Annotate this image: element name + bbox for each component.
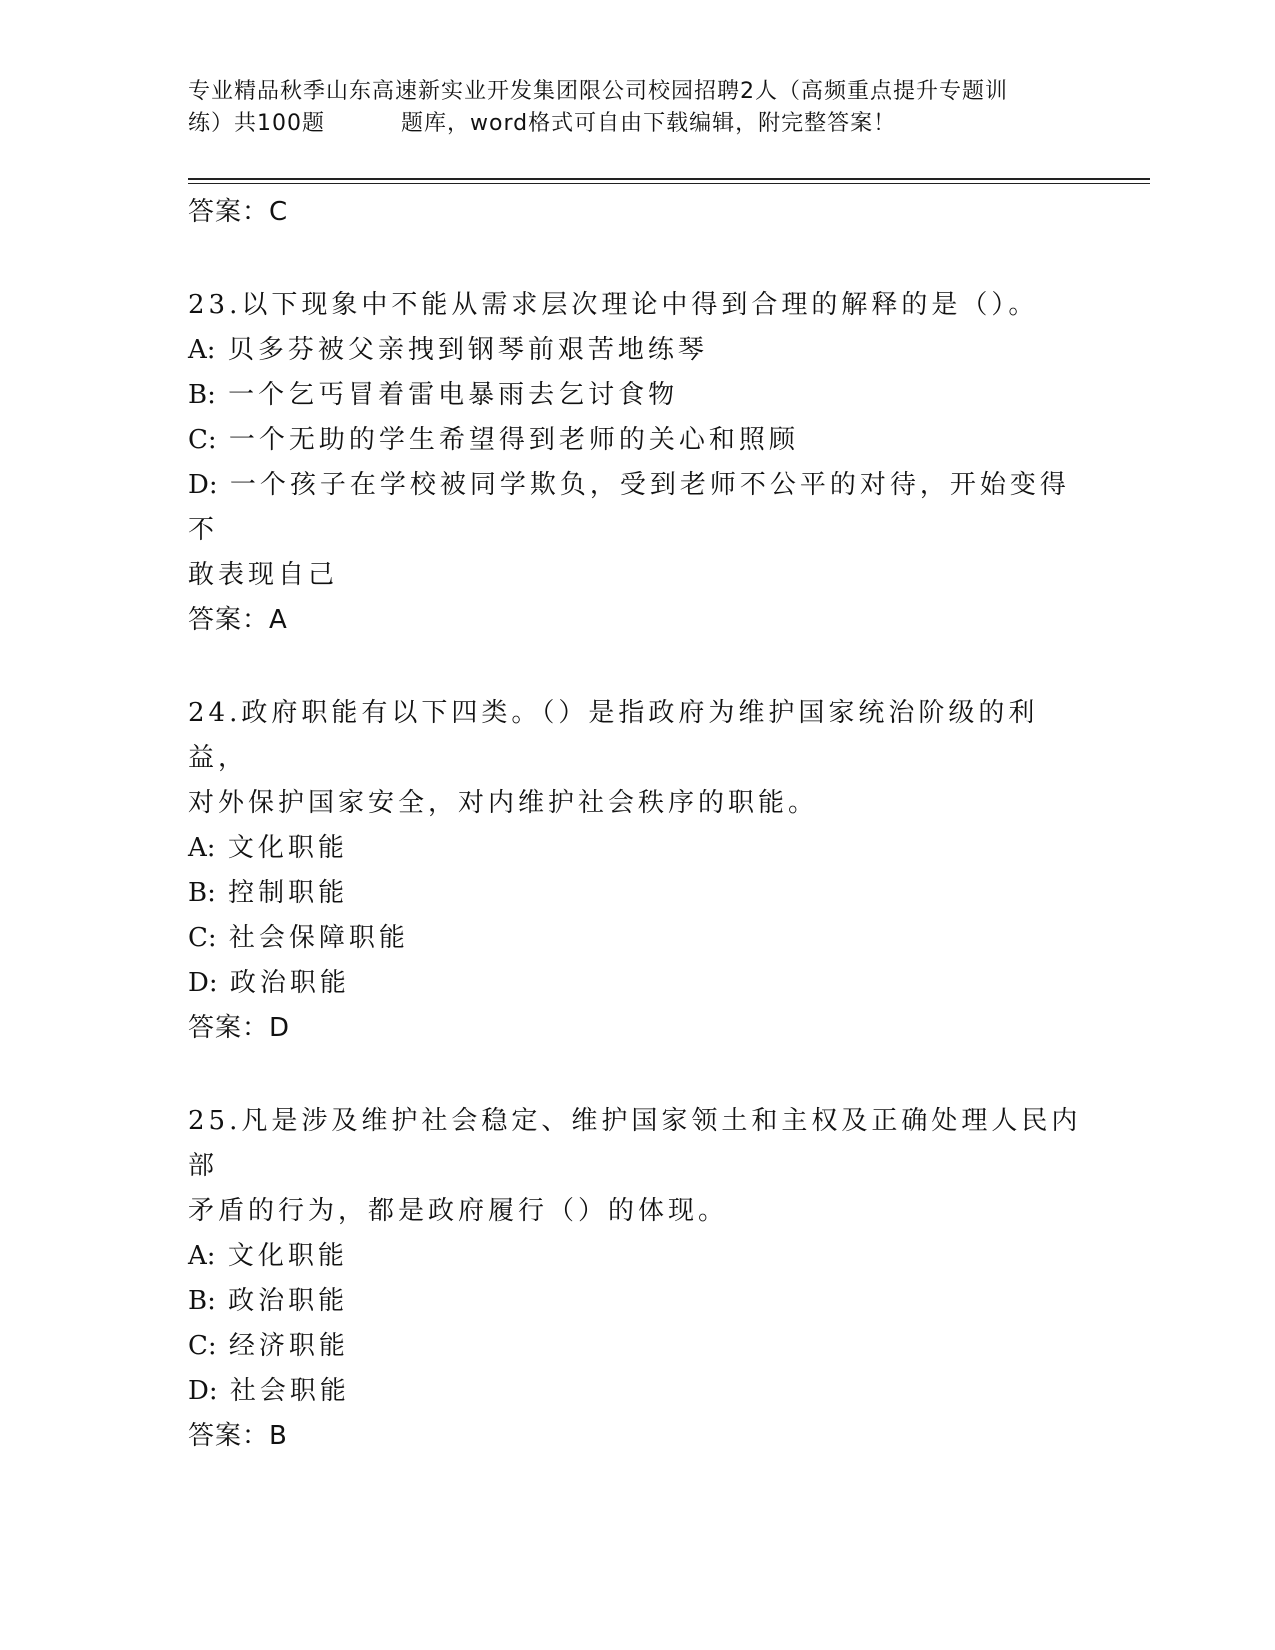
option-c: C: 经济职能 <box>188 1331 349 1361</box>
prev-answer: 答案：C <box>188 197 289 227</box>
question-stem-continued: 矛盾的行为，都是政府履行（）的体现。 <box>188 1196 729 1226</box>
question-stem: 25.凡是涉及维护社会稳定、维护国家领土和主权及正确处理人民内部 <box>188 1106 1082 1181</box>
question-block <box>188 1099 1088 1459</box>
header-rule-thick <box>188 178 1150 180</box>
header-line-2-part-a: 练）共100题 <box>188 111 325 136</box>
option-d: D: 社会职能 <box>188 1376 350 1406</box>
question-answer: 答案：B <box>188 1421 288 1451</box>
option-d: D: 政治职能 <box>188 968 350 998</box>
option-b: B: 控制职能 <box>188 878 349 908</box>
question-stem: 23.以下现象中不能从需求层次理论中得到合理的解释的是（）。 <box>188 290 1039 320</box>
option-c: C: 社会保障职能 <box>188 923 409 953</box>
option-b: B: 政治职能 <box>188 1286 349 1316</box>
header-line-1: 专业精品秋季山东高速新实业开发集团限公司校园招聘2人（高频重点提升专题训 <box>188 79 1008 104</box>
page-header <box>188 76 1088 140</box>
option-c: C: 一个无助的学生希望得到老师的关心和照顾 <box>188 425 799 455</box>
option-a: A: 文化职能 <box>188 833 348 863</box>
option-a: A: 贝多芬被父亲拽到钢琴前艰苦地练琴 <box>188 335 708 365</box>
question-answer: 答案：D <box>188 1013 291 1043</box>
question-block <box>188 283 1088 643</box>
question-answer: 答案：A <box>188 605 288 635</box>
option-b: B: 一个乞丐冒着雷电暴雨去乞讨食物 <box>188 380 679 410</box>
option-d: D: 一个孩子在学校被同学欺负，受到老师不公平的对待，开始变得不 <box>188 470 1070 545</box>
option-d-continued: 敢表现自己 <box>188 560 339 590</box>
header-rule-thin <box>188 183 1150 184</box>
question-block <box>188 691 1088 1051</box>
header-line-2-part-b: 题库，word格式可自由下载编辑，附完整答案！ <box>401 111 897 136</box>
option-a: A: 文化职能 <box>188 1241 348 1271</box>
question-stem-continued: 对外保护国家安全，对内维护社会秩序的职能。 <box>188 788 819 818</box>
page-content <box>188 190 1088 1459</box>
header-line-2 <box>188 108 1088 140</box>
question-stem: 24.政府职能有以下四类。（）是指政府为维护国家统治阶级的利益， <box>188 698 1039 773</box>
